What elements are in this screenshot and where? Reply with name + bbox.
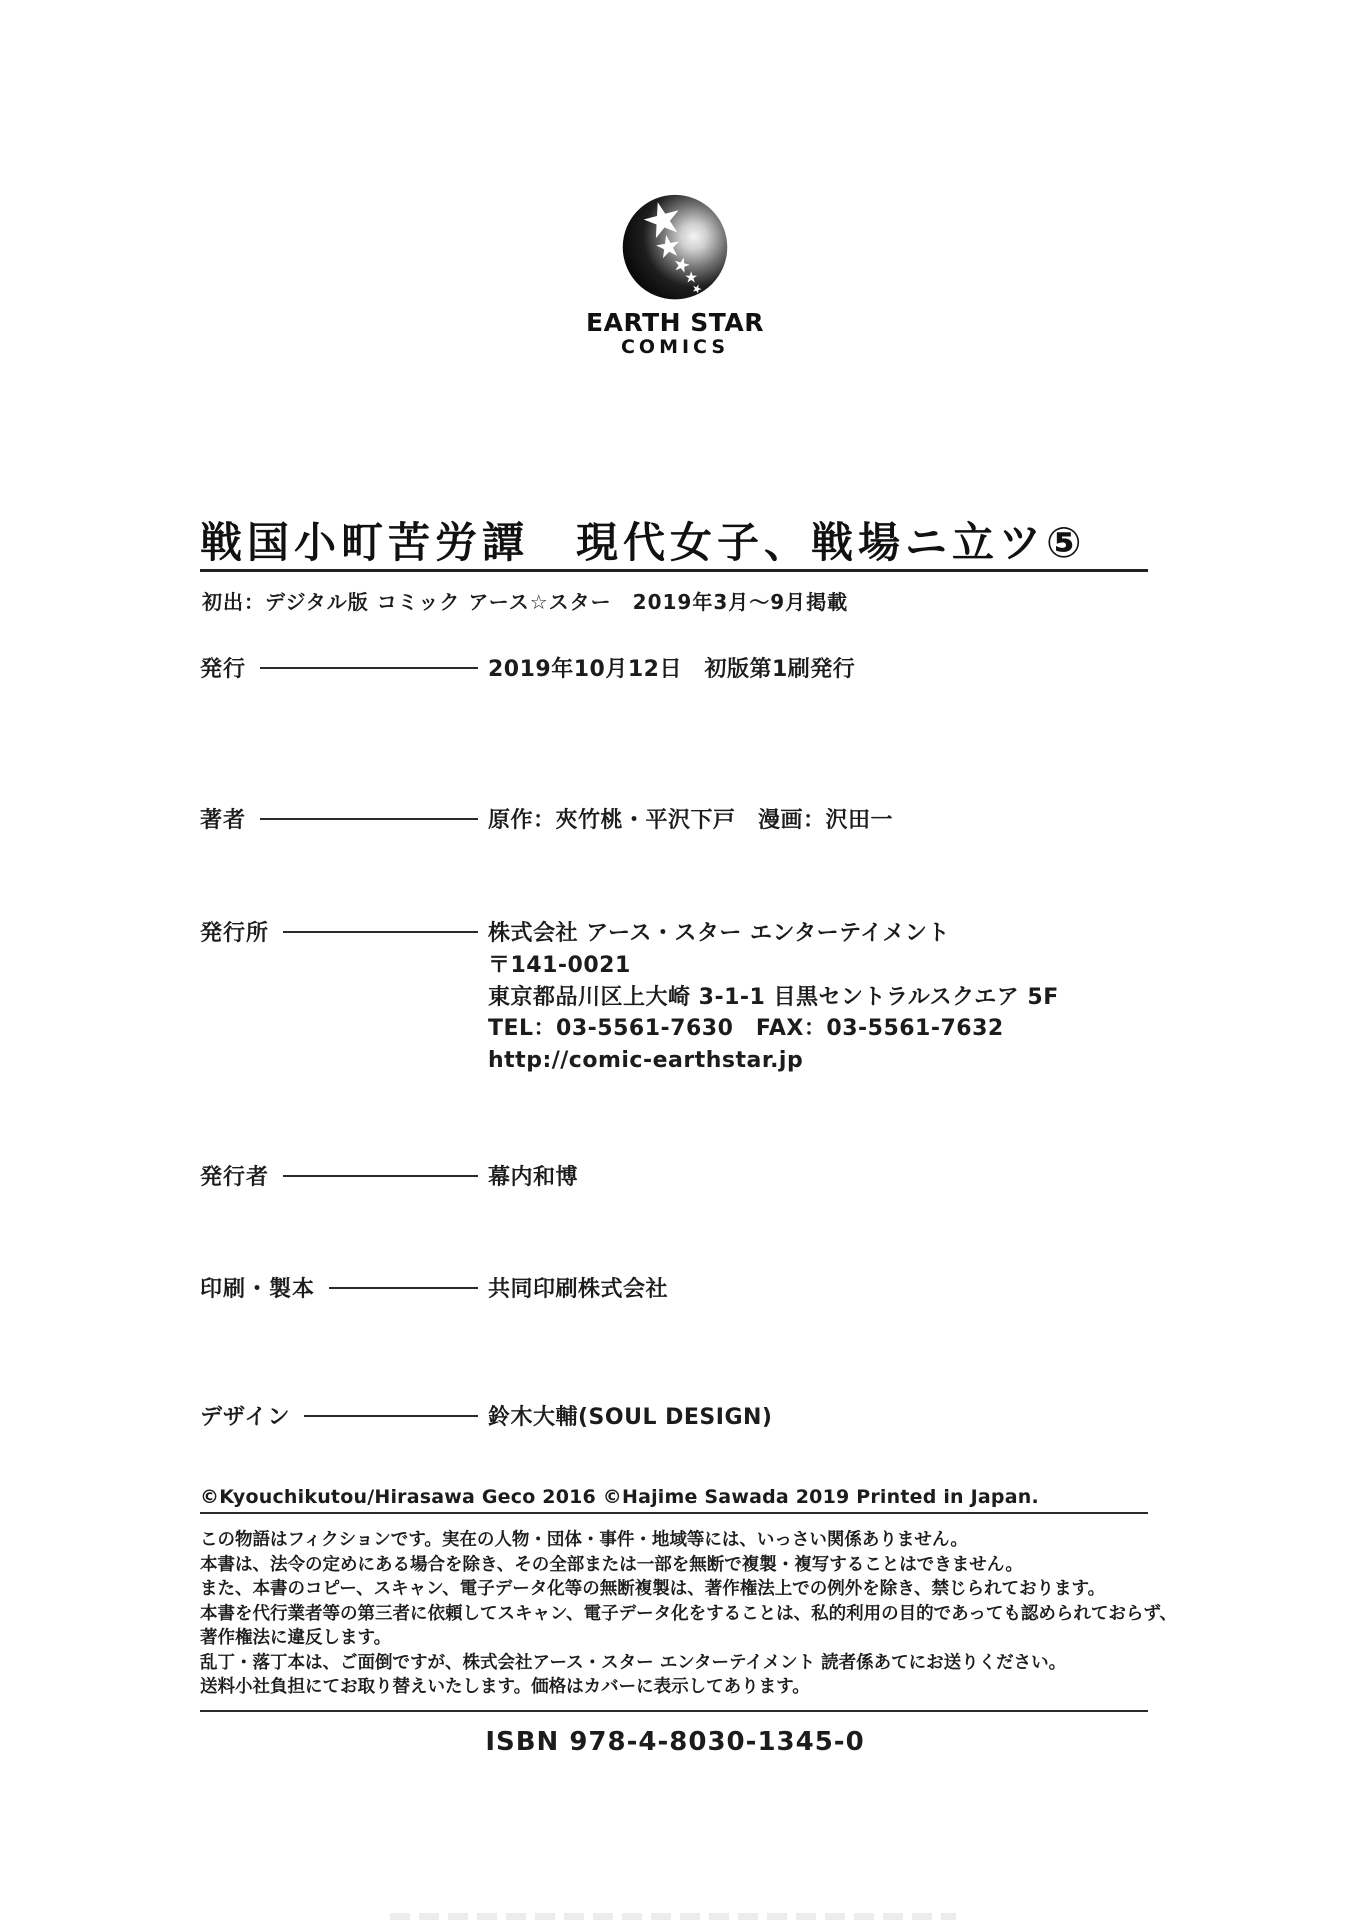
row-label: 発行所 xyxy=(200,920,270,946)
globe-circle xyxy=(623,195,728,300)
legal-line: 本書を代行業者等の第三者に依頼してスキャン、電子データ化をすることは、私的利用の目的であっても認められておらず、 xyxy=(200,1603,1178,1624)
row-value: 株式会社 アース・スター エンターテイメント xyxy=(488,920,950,946)
title-divider xyxy=(200,569,1148,572)
divider xyxy=(200,1512,1148,1514)
earth-star-globe-icon xyxy=(617,193,733,307)
tel-fax: TEL：03-5561-7630 FAX：03-5561-7632 xyxy=(488,1016,1004,1041)
row-value: 鈴木大輔(SOUL DESIGN) xyxy=(488,1404,773,1430)
leader-line xyxy=(283,1175,478,1177)
first-publication-note: 初出：デジタル版 コミック アース☆スター 2019年3月～9月掲載 xyxy=(202,590,849,614)
row-label: 印刷・製本 xyxy=(200,1276,316,1302)
colophon-row-hakkousha xyxy=(200,1160,1148,1190)
legal-notice-block xyxy=(200,1528,1177,1700)
publisher-url: http://comic-earthstar.jp xyxy=(488,1047,804,1073)
row-value: 原作：夾竹桃・平沢下戸 漫画：沢田一 xyxy=(488,807,894,833)
colophon-row-insatsu xyxy=(200,1272,1148,1302)
legal-line: 本書は、法令の定めにある場合を除き、その全部または一部を無断で複製・複写することはできません。 xyxy=(200,1554,1023,1575)
leader-line xyxy=(304,1415,478,1417)
row-value: 幕内和博 xyxy=(488,1164,579,1190)
row-label: 発行 xyxy=(200,656,247,682)
leader-line xyxy=(260,818,478,820)
postal-code: 〒141-0021 xyxy=(488,953,631,978)
legal-line: 送料小社負担にてお取り替えいたします。価格はカバーに表示してあります。 xyxy=(200,1677,810,1697)
row-label: 発行者 xyxy=(200,1164,270,1190)
leader-line xyxy=(329,1287,478,1289)
colophon-row-design xyxy=(200,1400,1148,1430)
row-value: 2019年10月12日 初版第1刷発行 xyxy=(488,656,856,682)
leader-line xyxy=(260,667,478,669)
publisher-logo xyxy=(0,193,1350,358)
legal-line: 著作権法に違反します。 xyxy=(200,1628,392,1648)
copyright-line: ©Kyouchikutou/Hirasawa Geco 2016 ©Hajime Sawada 2019 Printed in Japan. xyxy=(200,1486,1039,1508)
leader-line xyxy=(283,931,478,933)
cutoff-text-strip xyxy=(390,1913,956,1920)
street-address: 東京都品川区上大崎 3-1-1 目黒セントラルスクエア 5F xyxy=(488,984,1059,1010)
book-title: 戦国小町苦労譚 現代女子、戦場ニ立ツ⑤ xyxy=(200,518,1087,567)
row-label: 著者 xyxy=(200,807,247,833)
publisher-name: EARTH STAR xyxy=(586,308,764,337)
row-label: デザイン xyxy=(200,1404,291,1430)
colophon-row-chosha xyxy=(200,803,1148,833)
isbn-number: ISBN 978-4-8030-1345-0 xyxy=(485,1727,865,1757)
legal-line: この物語はフィクションです。実在の人物・団体・事件・地域等には、いっさい関係ありません。 xyxy=(200,1530,968,1550)
legal-line: また、本書のコピー、スキャン、電子データ化等の無断複製は、著作権法上での例外を除き、禁じられております。 xyxy=(200,1579,1106,1599)
divider xyxy=(200,1710,1148,1712)
publisher-imprint: COMICS xyxy=(620,336,730,358)
row-value: 共同印刷株式会社 xyxy=(488,1276,669,1302)
colophon-row-hakkousho xyxy=(200,916,1148,946)
colophon-row-hakkou xyxy=(200,652,1148,682)
publisher-address-block xyxy=(488,950,1059,1076)
legal-line: 乱丁・落丁本は、ご面倒ですが、株式会社アース・スター エンターテイメント 読者係あてにお送りください。 xyxy=(200,1652,1067,1673)
star-icon xyxy=(698,294,705,301)
